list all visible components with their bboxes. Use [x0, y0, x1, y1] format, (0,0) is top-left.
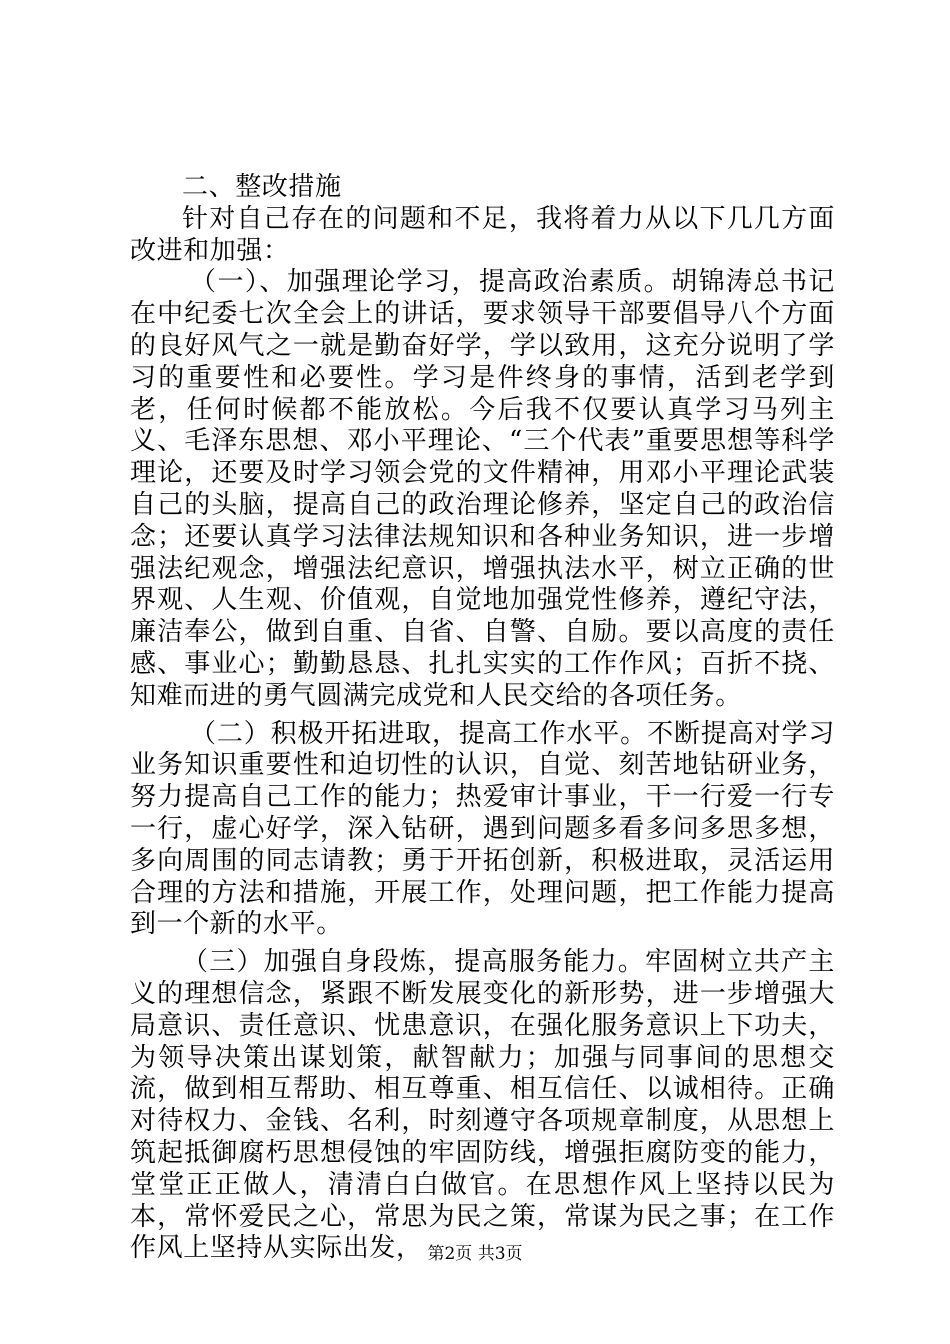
intro-paragraph: 针对自己存在的问题和不足，我将着力从以下几几方面改进和加强： — [130, 203, 835, 266]
document-body — [130, 172, 835, 1265]
measure-paragraph-1: （一）、加强理论学习，提高政治素质。胡锦涛总书记在中纪委七次全会上的讲话，要求领导干部要倡导八个方面的良好风气之一就是勤奋好学，学以致用，这充分说明了学习的重要性和必要性。学习是件终身的事情，活到老学到老，任何时候都不能放松。今后我不仅要认真学习马列主义、毛泽东思想、邓小平理论、“三个代表”重要思想等科学理论，还要及时学习领会党的文件精神，用邓小平理论武装自己的头脑，提高自己的政治理论修养，坚定自己的政治信念；还要认真学习法律法规知识和各种业务知识，进一步增强法纪观念，增强法纪意识，增强执法水平，树立正确的世界观、人生观、价值观，自觉地加强党性修养，遵纪守法，廉洁奉公，做到自重、自省、自警、自励。要以高度的责任感、事业心；勤勤恳恳、扎扎实实的工作作风；百折不挠、知难而进的勇气圆满完成党和人民交给的各项任务。 — [130, 267, 835, 711]
measure-paragraph-2: （二）积极开拓进取，提高工作水平。不断提高对学习业务知识重要性和迫切性的认识，自觉、刻苦地钻研业务，努力提高自己工作的能力；热爱审计事业，干一行爱一行专一行，虚心好学，深入钻研，遇到问题多看多问多思多想，多向周围的同志请教；勇于开拓创新，积极进取，灵活运用合理的方法和措施，开展工作，处理问题，把工作能力提高到一个新的水平。 — [130, 718, 835, 940]
measure-paragraph-3: （三）加强自身段炼，提高服务能力。牢固树立共产主义的理想信念，紧跟不断发展变化的新形势，进一步增强大局意识、责任意识、忧患意识，在强化服务意识上下功夫，为领导决策出谋划策，献智献力；加强与同事间的思想交流，做到相互帮助、相互尊重、相互信任、以诚相待。正确对待权力、金钱、名利，时刻遵守各项规章制度，从思想上筑起抵御腐朽思想侵蚀的牢固防线，增强拒腐防变的能力，堂堂正正做人，清清白白做官。在思想作风上坚持以民为本，常怀爱民之心，常思为民之策，常谋为民之事；在工作作风上坚持从实际出发， — [130, 947, 835, 1264]
section-heading: 二、整改措施 — [182, 172, 342, 202]
page-footer: 第2页 共3页 — [427, 1244, 523, 1264]
